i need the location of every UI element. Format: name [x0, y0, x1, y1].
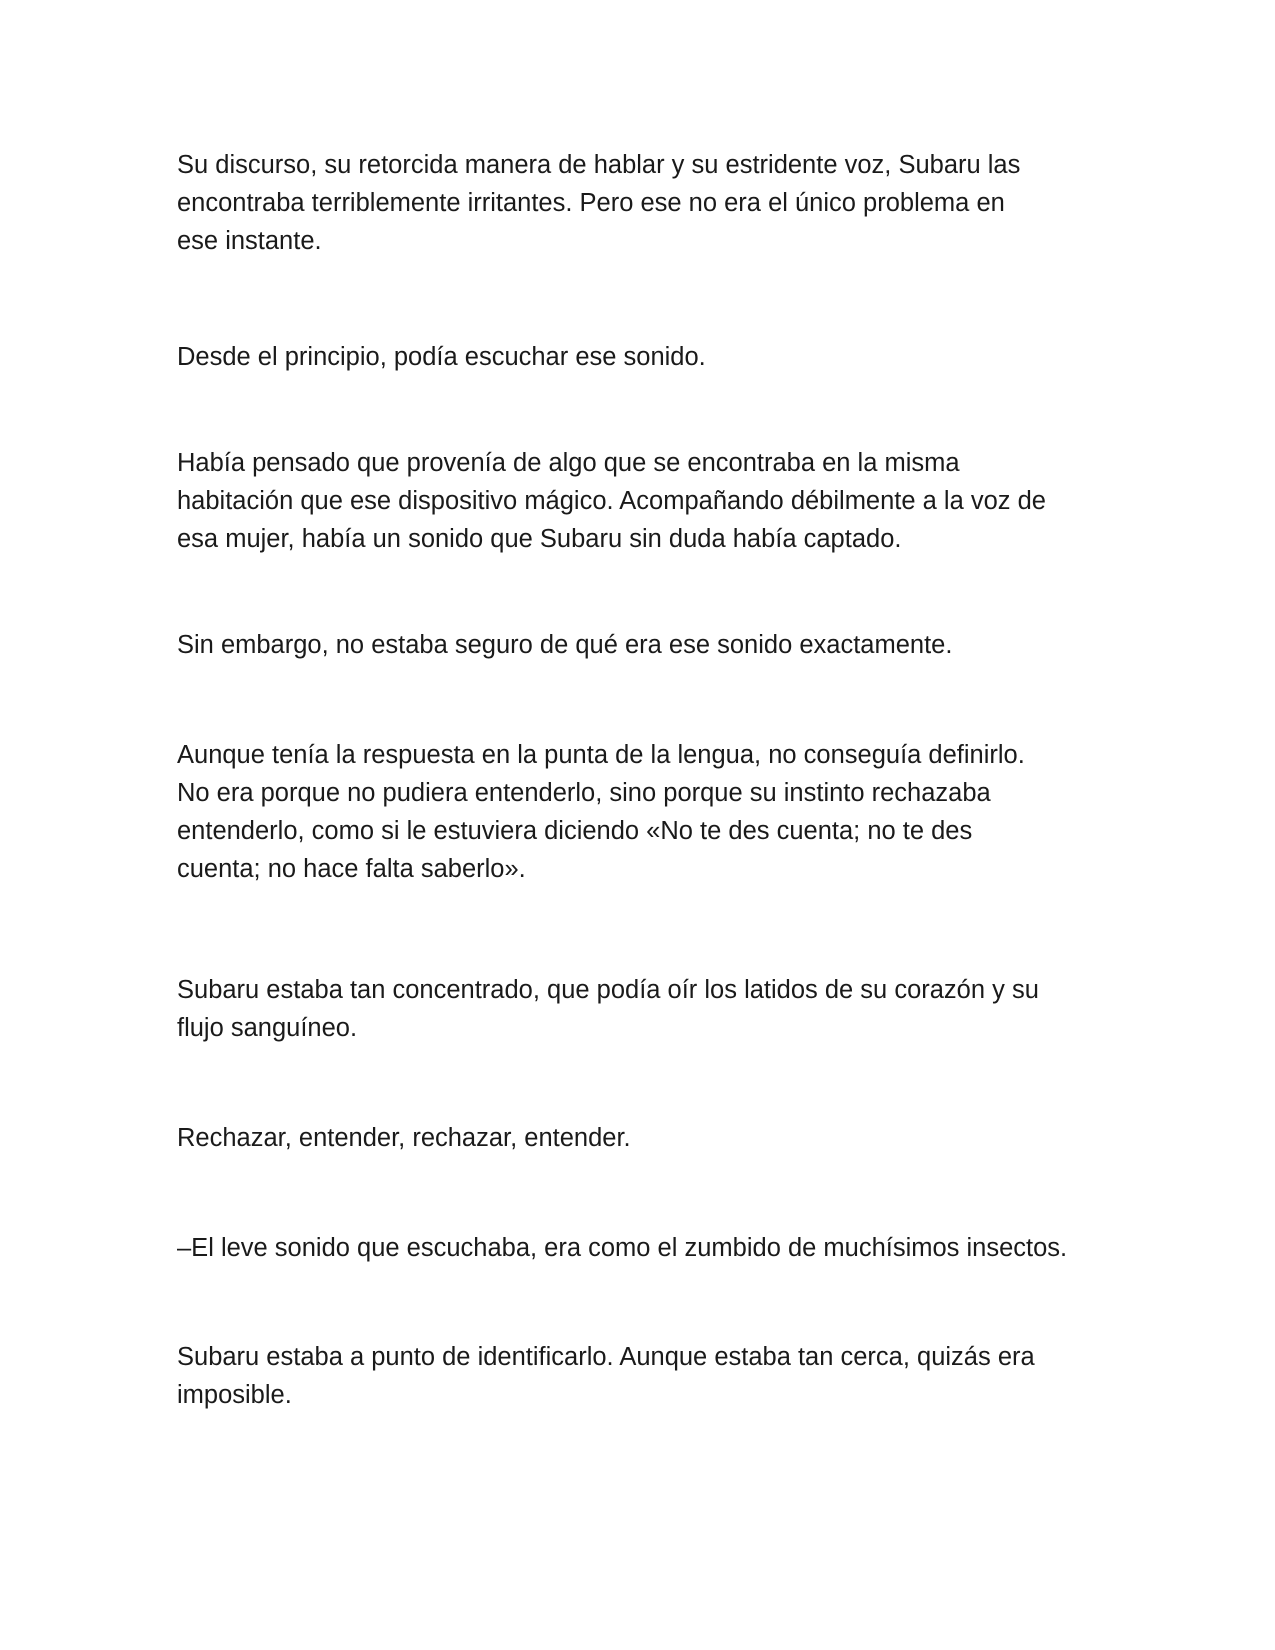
- paragraph-8: [177, 1229, 1067, 1267]
- paragraph-line: Sin embargo, no estaba seguro de qué era ese sonido exactamente.: [177, 631, 953, 659]
- paragraph-9: [177, 1338, 1035, 1414]
- paragraph-line: imposible.: [177, 1381, 292, 1409]
- paragraph-line: Desde el principio, podía escuchar ese sonido.: [177, 343, 706, 371]
- paragraph-line: No era porque no pudiera entenderlo, sino porque su instinto rechazaba: [177, 779, 991, 807]
- paragraph-6: [177, 971, 1039, 1047]
- paragraph-line: Aunque tenía la respuesta en la punta de la lengua, no conseguía definirlo.: [177, 741, 1025, 769]
- paragraph-line: flujo sanguíneo.: [177, 1014, 358, 1042]
- paragraph-line: Subaru estaba tan concentrado, que podía oír los latidos de su corazón y su: [177, 976, 1039, 1004]
- paragraph-line: Su discurso, su retorcida manera de hablar y su estridente voz, Subaru las: [177, 151, 1021, 179]
- paragraph-line: ese instante.: [177, 227, 322, 255]
- paragraph-line: entenderlo, como si le estuviera diciendo «No te des cuenta; no te des: [177, 817, 973, 845]
- paragraph-7: [177, 1119, 631, 1157]
- paragraph-3: [177, 444, 1046, 558]
- paragraph-4: [177, 626, 952, 664]
- paragraph-line: encontraba terriblemente irritantes. Pero ese no era el único problema en: [177, 189, 1005, 217]
- paragraph-line: esa mujer, había un sonido que Subaru sin duda había captado.: [177, 525, 902, 553]
- paragraph-line: –El leve sonido que escuchaba, era como el zumbido de muchísimos insectos.: [177, 1234, 1068, 1262]
- paragraph-1: [177, 146, 1020, 260]
- paragraph-line: Subaru estaba a punto de identificarlo. Aunque estaba tan cerca, quizás era: [177, 1343, 1035, 1371]
- paragraph-line: habitación que ese dispositivo mágico. Acompañando débilmente a la voz de: [177, 487, 1046, 515]
- paragraph-line: Había pensado que provenía de algo que se encontraba en la misma: [177, 449, 960, 477]
- paragraph-line: Rechazar, entender, rechazar, entender.: [177, 1124, 631, 1152]
- paragraph-line: cuenta; no hace falta saberlo».: [177, 855, 526, 883]
- paragraph-5: [177, 736, 1025, 888]
- paragraph-2: [177, 338, 706, 376]
